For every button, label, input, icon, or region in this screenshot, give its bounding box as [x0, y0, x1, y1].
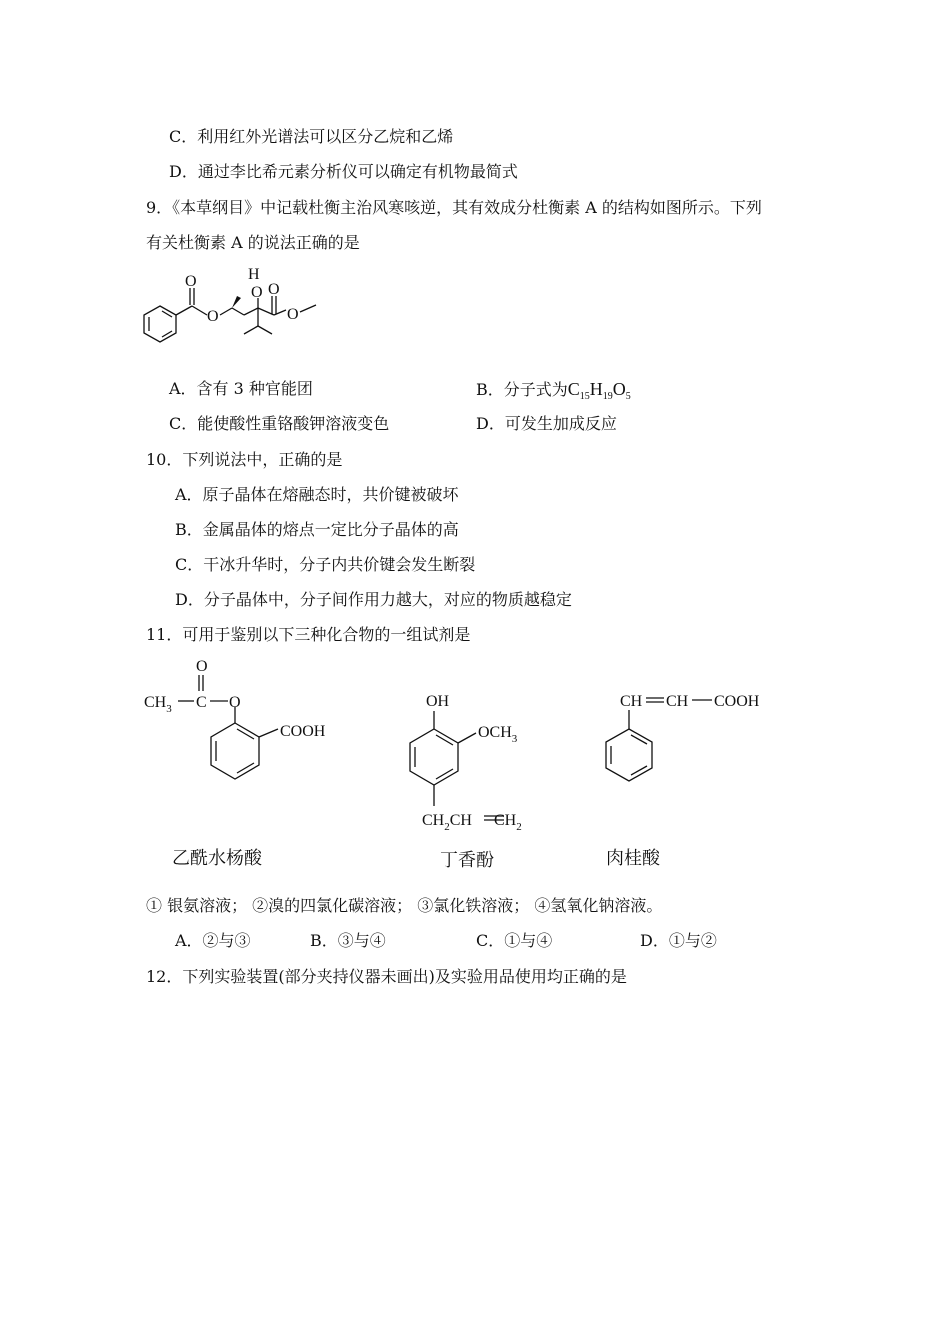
c2-och3: $OCH_3$ [478, 724, 518, 745]
c1-carbon: C [196, 694, 207, 711]
formula-o: O [612, 379, 626, 399]
q11-compound1-name: 乙酰水杨酸 [172, 848, 262, 869]
q10-option-d: D．分子晶体中，分子间作用力越大，对应的物质越稳定 [175, 590, 572, 609]
q12-stem: 12．下列实验装置(部分夹持仪器未画出)及实验用品使用均正确的是 [146, 967, 627, 986]
c1-ch3: $CH_3$ [144, 694, 172, 715]
q9-struct-o-carbonyl-right: O [268, 281, 280, 298]
q9-struct-o-carbonyl-left: O [185, 273, 197, 290]
q11-reagents: ① 银氨溶液； ②溴的四氯化碳溶液； ③氯化铁溶液； ④氢氧化钠溶液。 [146, 896, 663, 915]
c1-o-top: O [196, 658, 208, 675]
c3-cooh: COOH [714, 693, 760, 710]
q11-compound3-structure [600, 685, 790, 795]
formula-o-count: 5 [625, 391, 631, 402]
c1-o-link: O [229, 694, 241, 711]
q10-option-c: C．干冰升华时，分子内共价键会发生断裂 [175, 555, 476, 574]
q11-option-c: C．①与④ [476, 931, 553, 950]
q10-option-b: B．金属晶体的熔点一定比分子晶体的高 [175, 520, 459, 539]
q9-struct-o-hydroxyl: O [251, 284, 263, 301]
formula-h: H [589, 379, 603, 399]
q9-option-a: A．含有 3 种官能团 [169, 379, 313, 398]
q10-option-a: A．原子晶体在熔融态时，共价键被破坏 [175, 485, 459, 504]
q9-formula [567, 379, 631, 402]
formula-c: C [567, 379, 580, 399]
q9-structure-diagram [140, 264, 340, 354]
q11-option-a: A．②与③ [175, 931, 251, 950]
q9-stem-line2: 有关杜衡素 A 的说法正确的是 [146, 233, 360, 252]
q11-compound2-name: 丁香酚 [440, 850, 494, 871]
q11-compound2-structure [400, 685, 560, 835]
q9-struct-o-ester-right: O [287, 306, 299, 323]
q9-option-c: C．能使酸性重铬酸钾溶液变色 [169, 414, 390, 433]
q9-option-d: D．可发生加成反应 [476, 414, 617, 433]
c2-oh: OH [426, 693, 450, 710]
q11-compound3-name: 肉桂酸 [606, 848, 660, 869]
c2-allyl: $CH_2CH$ $CH_2$ [422, 812, 522, 833]
q9-struct-h: H [248, 266, 260, 283]
q11-option-b: B．③与④ [310, 931, 386, 950]
q11-compound1-structure [140, 655, 360, 795]
q8-option-d: D．通过李比希元素分析仪可以确定有机物最简式 [169, 162, 518, 181]
c3-ch2: CH [666, 693, 689, 710]
q9-stem-line1: 9．《本草纲目》中记载杜衡主治风寒咳逆，其有效成分杜衡素 A 的结构如图所示。下列 [146, 198, 762, 217]
formula-c-count: 15 [579, 391, 590, 402]
c3-ch1: CH [620, 693, 643, 710]
c1-cooh: COOH [280, 723, 326, 740]
q9-struct-o-ester-left: O [207, 308, 219, 325]
q9-option-b-prefix: B．分子式为 [476, 380, 568, 399]
q8-option-c: C．利用红外光谱法可以区分乙烷和乙烯 [169, 127, 454, 146]
formula-h-count: 19 [602, 391, 613, 402]
q9-option-b [476, 379, 631, 407]
q11-stem: 11．可用于鉴别以下三种化合物的一组试剂是 [146, 625, 471, 644]
q10-stem: 10．下列说法中，正确的是 [146, 450, 343, 469]
q11-option-d: D．①与② [640, 931, 717, 950]
